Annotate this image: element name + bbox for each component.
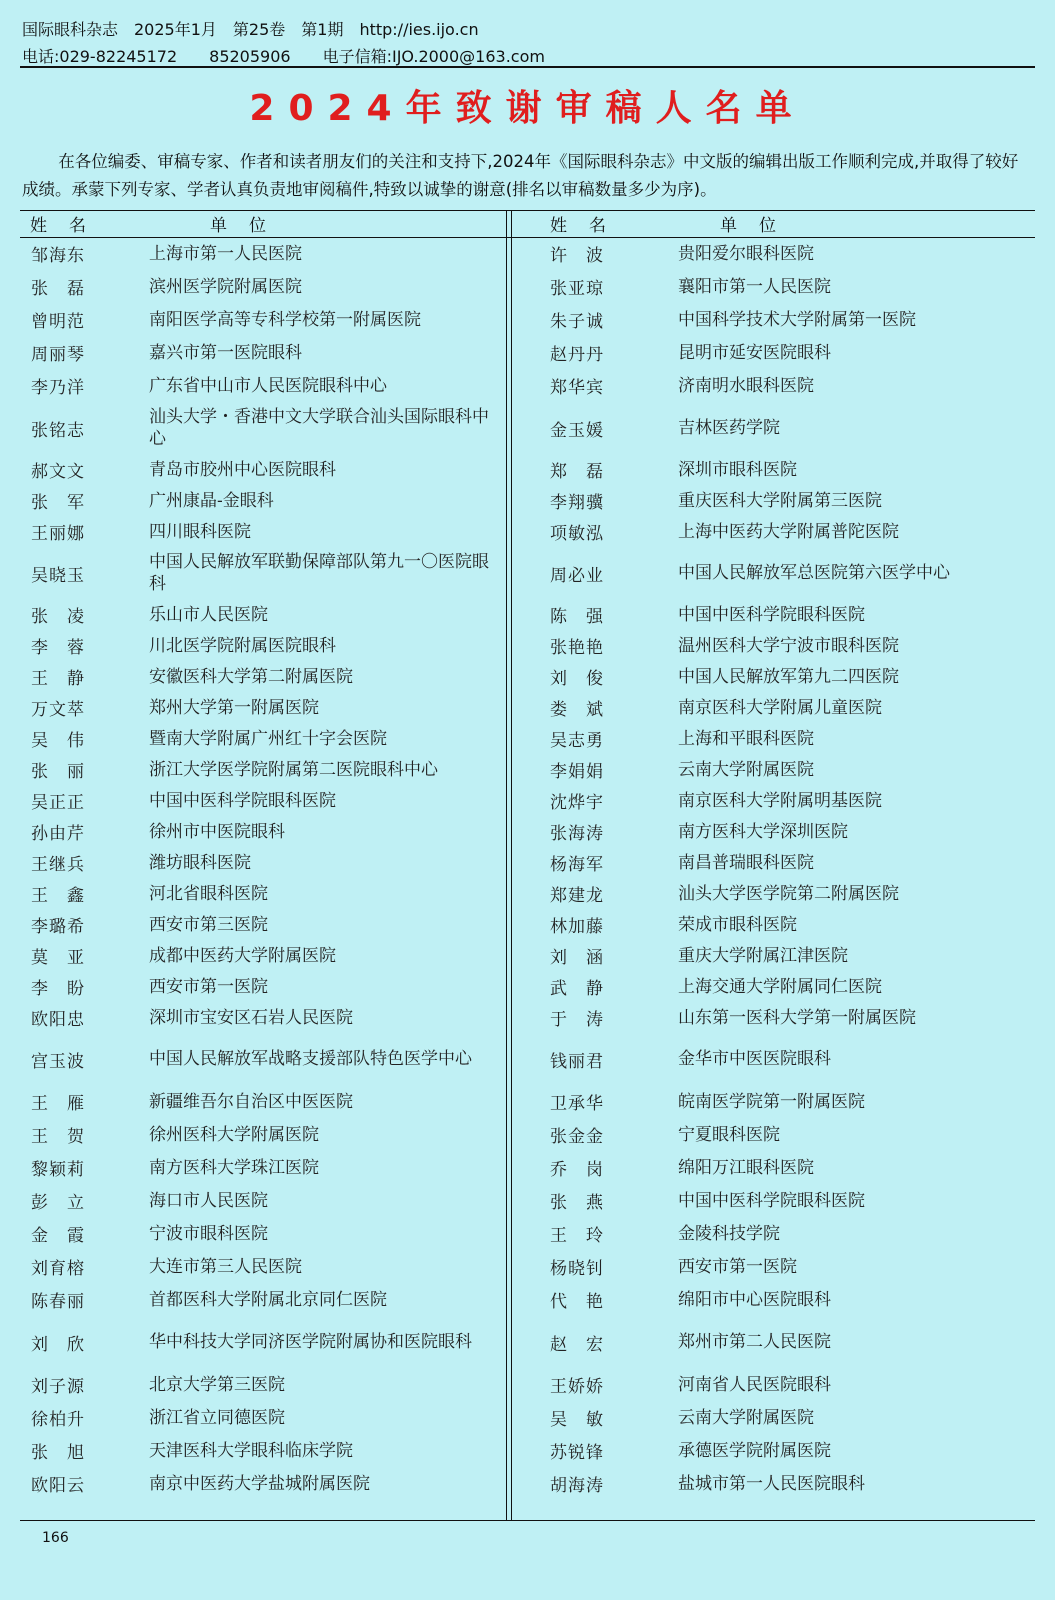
reviewer-row	[22, 336, 504, 369]
reviewer-row	[516, 1151, 1016, 1184]
reviewer-name: 陈春丽	[31, 1292, 85, 1312]
reviewer-name: 张 丽	[31, 762, 85, 782]
reviewer-name: 吴 伟	[31, 731, 85, 751]
reviewer-row	[22, 402, 504, 454]
reviewer-name: 赵 宏	[550, 1334, 604, 1355]
journal-header-line1: 国际眼科杂志 2025年1月 第25卷 第1期 http://ies.ijo.cn	[22, 20, 479, 39]
reviewer-unit: 中国人民解放军联勤保障部队第九一〇医院眼科	[149, 552, 489, 594]
reviewer-name: 沈烨宇	[550, 793, 604, 813]
page-title: 2024年致谢审稿人名单	[249, 88, 806, 129]
reviewer-name: 刘 欣	[31, 1334, 85, 1355]
reviewer-unit: 四川眼科医院	[149, 521, 251, 542]
reviewer-row	[516, 847, 1016, 878]
reviewer-unit: 襄阳市第一人民医院	[678, 276, 831, 297]
reviewer-unit: 中国中医科学院眼科医院	[678, 604, 865, 625]
reviewer-name: 胡海涛	[550, 1476, 604, 1496]
reviewer-row	[22, 1250, 504, 1283]
reviewer-unit: 中国人民解放军总医院第六医学中心	[678, 563, 950, 583]
reviewer-unit: 昆明市延安医院眼科	[678, 342, 831, 363]
reviewer-row	[516, 369, 1016, 402]
reviewer-row	[22, 661, 504, 692]
reviewer-row	[516, 630, 1016, 661]
reviewer-row	[516, 454, 1016, 485]
reviewer-unit: 乐山市人民医院	[149, 604, 268, 625]
reviewer-row	[516, 1002, 1016, 1033]
reviewer-name: 郝文文	[31, 462, 85, 482]
reviewer-unit: 重庆大学附属江津医院	[678, 945, 848, 966]
reviewer-row	[22, 971, 504, 1002]
reviewer-name: 周丽琴	[31, 345, 85, 365]
reviewer-name: 张 军	[31, 493, 85, 513]
reviewer-row	[516, 1033, 1016, 1085]
reviewer-row	[22, 692, 504, 723]
reviewer-unit: 南阳医学高等专科学校第一附属医院	[149, 309, 421, 330]
reviewer-unit: 浙江省立同德医院	[149, 1407, 285, 1428]
reviewer-unit: 华中科技大学同济医学院附属协和医院眼科	[149, 1332, 472, 1352]
reviewer-row	[22, 785, 504, 816]
reviewer-row	[516, 516, 1016, 547]
reviewer-row	[22, 1316, 504, 1368]
reviewer-row	[516, 1316, 1016, 1368]
reviewer-unit: 绵阳万江眼科医院	[678, 1157, 814, 1178]
reviewer-unit: 南京医科大学附属儿童医院	[678, 697, 882, 718]
reviewer-row	[22, 1118, 504, 1151]
reviewer-unit: 上海市第一人民医院	[149, 243, 302, 264]
reviewer-unit: 新疆维吾尔自治区中医医院	[149, 1091, 353, 1112]
reviewer-row	[22, 630, 504, 661]
reviewer-name: 王 雁	[31, 1094, 85, 1114]
reviewer-row	[22, 754, 504, 785]
reviewer-unit: 南方医科大学深圳医院	[678, 821, 848, 842]
reviewer-row	[516, 1085, 1016, 1118]
reviewer-unit: 皖南医学院第一附属医院	[678, 1091, 865, 1112]
reviewer-unit: 广州康晶-金眼科	[149, 490, 274, 511]
reviewer-name: 张 凌	[31, 607, 85, 627]
reviewer-name: 李 蓉	[31, 638, 85, 658]
reviewer-name: 杨海军	[550, 855, 604, 875]
reviewer-unit: 南京中医药大学盐城附属医院	[149, 1473, 370, 1494]
reviewer-row	[516, 754, 1016, 785]
header-rule	[20, 66, 1035, 68]
reviewer-name: 郑华宾	[550, 378, 604, 398]
reviewer-name: 王娇娇	[550, 1377, 604, 1397]
right-column-header	[516, 210, 1016, 237]
reviewer-name: 李乃洋	[31, 378, 85, 398]
reviewer-unit: 西安市第一医院	[678, 1256, 797, 1277]
reviewer-unit: 首都医科大学附属北京同仁医院	[149, 1289, 387, 1310]
reviewer-unit: 中国中医科学院眼科医院	[149, 790, 336, 811]
reviewer-name: 林加藤	[550, 917, 604, 937]
reviewer-unit: 西安市第一医院	[149, 976, 268, 997]
reviewer-unit: 南昌普瑞眼科医院	[678, 852, 814, 873]
reviewer-unit: 宁夏眼科医院	[678, 1124, 780, 1145]
journal-header-line2: 电话:029-82245172 85205906 电子信箱:IJO.2000@163.com	[22, 47, 545, 66]
reviewer-unit: 上海交通大学附属同仁医院	[678, 976, 882, 997]
reviewer-unit: 南京医科大学附属明基医院	[678, 790, 882, 811]
reviewer-row	[22, 723, 504, 754]
reviewer-row	[22, 237, 504, 270]
reviewer-row	[516, 599, 1016, 630]
reviewer-unit: 安徽医科大学第二附属医院	[149, 666, 353, 687]
reviewer-unit: 天津医科大学眼科临床学院	[149, 1440, 353, 1461]
reviewer-unit: 南方医科大学珠江医院	[149, 1157, 319, 1178]
reviewer-unit: 徐州市中医院眼科	[149, 821, 285, 842]
right-reviewer-list	[516, 237, 1016, 1500]
reviewer-row	[516, 270, 1016, 303]
reviewer-name: 赵丹丹	[550, 345, 604, 365]
reviewer-row	[516, 692, 1016, 723]
left-reviewer-list	[22, 237, 504, 1500]
reviewer-row	[22, 1033, 504, 1085]
reviewer-row	[516, 1368, 1016, 1401]
reviewer-row	[22, 516, 504, 547]
reviewer-name: 李 盼	[31, 979, 85, 999]
reviewer-name: 孙由芹	[31, 824, 85, 844]
reviewer-name: 张金金	[550, 1127, 604, 1147]
reviewer-name: 王丽娜	[31, 524, 85, 544]
reviewer-name: 周必业	[550, 565, 604, 586]
reviewer-row	[22, 1467, 504, 1500]
reviewer-name: 朱子诚	[550, 312, 604, 332]
reviewer-row	[516, 1467, 1016, 1500]
reviewer-row	[22, 1151, 504, 1184]
reviewer-unit: 北京大学第三医院	[149, 1374, 285, 1395]
reviewer-name: 莫 亚	[31, 948, 85, 968]
reviewer-name: 于 涛	[550, 1010, 604, 1030]
reviewer-row	[22, 878, 504, 909]
reviewer-row	[516, 485, 1016, 516]
reviewer-row	[516, 1118, 1016, 1151]
reviewer-unit: 滨州医学院附属医院	[149, 276, 302, 297]
unit-header: 单位	[720, 216, 798, 236]
reviewer-unit: 浙江大学医学院附属第二医院眼科中心	[149, 759, 438, 780]
reviewer-unit: 深圳市宝安区石岩人民医院	[149, 1007, 353, 1028]
reviewer-name: 曾明范	[31, 312, 85, 332]
reviewer-name: 宫玉波	[31, 1051, 85, 1072]
reviewer-name: 李娟娟	[550, 762, 604, 782]
reviewer-name: 吴正正	[31, 793, 85, 813]
reviewer-row	[22, 547, 504, 599]
reviewer-name: 张海涛	[550, 824, 604, 844]
reviewer-row	[22, 1002, 504, 1033]
reviewer-name: 陈 强	[550, 607, 604, 627]
reviewer-unit: 山东第一医科大学第一附属医院	[678, 1007, 916, 1028]
reviewer-name: 万文萃	[31, 700, 85, 720]
reviewer-row	[516, 237, 1016, 270]
reviewer-unit: 中国人民解放军战略支援部队特色医学中心	[149, 1049, 472, 1069]
unit-header: 单位	[210, 216, 288, 236]
reviewer-name: 王 静	[31, 669, 85, 689]
reviewer-unit: 云南大学附属医院	[678, 1407, 814, 1428]
reviewer-row	[22, 454, 504, 485]
reviewer-name: 刘子源	[31, 1377, 85, 1397]
reviewer-name: 郑建龙	[550, 886, 604, 906]
reviewer-unit: 金华市中医医院眼科	[678, 1049, 831, 1069]
reviewer-row	[22, 369, 504, 402]
reviewer-unit: 川北医学院附属医院眼科	[149, 635, 336, 656]
name-header: 姓名	[30, 216, 108, 236]
reviewer-name: 吴 敏	[550, 1410, 604, 1430]
reviewer-unit: 云南大学附属医院	[678, 759, 814, 780]
reviewer-name: 欧阳忠	[31, 1010, 85, 1030]
reviewer-row	[516, 1217, 1016, 1250]
reviewer-row	[516, 1401, 1016, 1434]
reviewer-name: 徐柏升	[31, 1410, 85, 1430]
reviewer-unit: 暨南大学附属广州红十字会医院	[149, 728, 387, 749]
reviewer-unit: 温州医科大学宁波市眼科医院	[678, 635, 899, 656]
reviewer-name: 刘 涵	[550, 948, 604, 968]
list-bottom-rule	[20, 1520, 1035, 1521]
reviewer-name: 张亚琼	[550, 279, 604, 299]
reviewer-unit: 贵阳爱尔眼科医院	[678, 243, 814, 264]
reviewer-row	[22, 1401, 504, 1434]
reviewer-unit: 河北省眼科医院	[149, 883, 268, 904]
reviewer-row	[516, 1283, 1016, 1316]
reviewer-row	[516, 547, 1016, 599]
reviewer-unit: 吉林医药学院	[678, 418, 780, 438]
reviewer-row	[22, 909, 504, 940]
reviewer-row	[22, 599, 504, 630]
reviewer-row	[22, 303, 504, 336]
reviewer-unit: 金陵科技学院	[678, 1223, 780, 1244]
reviewer-name: 王 贺	[31, 1127, 85, 1147]
reviewer-name: 乔 岗	[550, 1160, 604, 1180]
reviewer-unit: 海口市人民医院	[149, 1190, 268, 1211]
reviewer-unit: 嘉兴市第一医院眼科	[149, 342, 302, 363]
reviewer-name: 郑 磊	[550, 462, 604, 482]
reviewer-name: 娄 斌	[550, 700, 604, 720]
reviewer-name: 卫承华	[550, 1094, 604, 1114]
reviewer-unit: 绵阳市中心医院眼科	[678, 1289, 831, 1310]
reviewer-unit: 宁波市眼科医院	[149, 1223, 268, 1244]
reviewer-name: 彭 立	[31, 1193, 85, 1213]
reviewer-unit: 成都中医药大学附属医院	[149, 945, 336, 966]
reviewer-unit: 盐城市第一人民医院眼科	[678, 1473, 865, 1494]
reviewer-name: 李璐希	[31, 917, 85, 937]
reviewer-name: 黎颖莉	[31, 1160, 85, 1180]
reviewer-name: 武 静	[550, 979, 604, 999]
right-column	[516, 210, 1016, 1500]
reviewer-name: 欧阳云	[31, 1476, 85, 1496]
column-divider	[506, 210, 507, 1520]
reviewer-row	[22, 1434, 504, 1467]
left-column-header	[22, 210, 504, 237]
reviewer-unit: 青岛市胶州中心医院眼科	[149, 459, 336, 480]
reviewer-unit: 郑州市第二人民医院	[678, 1332, 831, 1352]
reviewer-row	[22, 1217, 504, 1250]
reviewer-name: 王 玲	[550, 1226, 604, 1246]
reviewer-unit: 重庆医科大学附属第三医院	[678, 490, 882, 511]
reviewer-unit: 中国人民解放军第九二四医院	[678, 666, 899, 687]
reviewer-name: 李翔骥	[550, 493, 604, 513]
reviewer-row	[22, 1184, 504, 1217]
reviewer-name: 代 艳	[550, 1292, 604, 1312]
reviewer-name: 张 磊	[31, 279, 85, 299]
reviewer-row	[516, 723, 1016, 754]
column-divider-inner	[511, 210, 512, 1520]
reviewer-name: 邹海东	[31, 246, 85, 266]
reviewer-row	[22, 816, 504, 847]
reviewer-unit: 上海中医药大学附属普陀医院	[678, 521, 899, 542]
reviewer-row	[516, 940, 1016, 971]
reviewer-unit: 河南省人民医院眼科	[678, 1374, 831, 1395]
reviewer-row	[516, 1250, 1016, 1283]
reviewer-name: 苏锐锋	[550, 1443, 604, 1463]
reviewer-name: 王 鑫	[31, 886, 85, 906]
reviewer-unit: 承德医学院附属医院	[678, 1440, 831, 1461]
reviewer-unit: 深圳市眼科医院	[678, 459, 797, 480]
reviewer-name: 许 波	[550, 246, 604, 266]
reviewer-name: 王继兵	[31, 855, 85, 875]
reviewer-row	[22, 1283, 504, 1316]
name-header: 姓名	[550, 216, 628, 236]
reviewer-row	[22, 847, 504, 878]
reviewer-row	[516, 402, 1016, 454]
reviewer-row	[516, 1434, 1016, 1467]
reviewer-unit: 汕头大学・香港中文大学联合汕头国际眼科中心	[149, 407, 489, 449]
reviewer-name: 杨晓钊	[550, 1259, 604, 1279]
reviewer-row	[22, 270, 504, 303]
reviewer-row	[516, 336, 1016, 369]
reviewer-row	[516, 878, 1016, 909]
reviewer-row	[22, 940, 504, 971]
reviewer-row	[516, 1184, 1016, 1217]
reviewer-unit: 西安市第三医院	[149, 914, 268, 935]
reviewer-name: 项敏泓	[550, 524, 604, 544]
reviewer-name: 吴志勇	[550, 731, 604, 751]
reviewer-row	[516, 303, 1016, 336]
intro-paragraph: 在各位编委、审稿专家、作者和读者朋友们的关注和支持下,2024年《国际眼科杂志》中文版的编辑出版工作顺利完成,并取得了较好成绩。承蒙下列专家、学者认真负责地审阅稿件,特致以诚挚的谢意(排名以审稿数量多少为序)。	[22, 152, 1019, 199]
page-number: 166	[42, 1530, 69, 1546]
reviewer-unit: 荣成市眼科医院	[678, 914, 797, 935]
reviewer-unit: 汕头大学医学院第二附属医院	[678, 883, 899, 904]
reviewer-unit: 徐州医科大学附属医院	[149, 1124, 319, 1145]
reviewer-name: 刘 俊	[550, 669, 604, 689]
reviewer-name: 张艳艳	[550, 638, 604, 658]
reviewer-name: 刘育榕	[31, 1259, 85, 1279]
reviewer-unit: 济南明水眼科医院	[678, 375, 814, 396]
reviewer-row	[516, 971, 1016, 1002]
reviewer-name: 张铭志	[31, 420, 85, 441]
reviewer-unit: 大连市第三人民医院	[149, 1256, 302, 1277]
reviewer-name: 金 霞	[31, 1226, 85, 1246]
reviewer-name: 吴晓玉	[31, 565, 85, 586]
reviewer-row	[516, 785, 1016, 816]
reviewer-row	[22, 1085, 504, 1118]
reviewer-unit: 郑州大学第一附属医院	[149, 697, 319, 718]
reviewer-row	[516, 909, 1016, 940]
reviewer-name: 钱丽君	[550, 1051, 604, 1072]
reviewer-unit: 上海和平眼科医院	[678, 728, 814, 749]
reviewer-row	[22, 1368, 504, 1401]
reviewer-row	[22, 485, 504, 516]
reviewer-name: 张 旭	[31, 1443, 85, 1463]
left-column	[22, 210, 504, 1500]
reviewer-unit: 潍坊眼科医院	[149, 852, 251, 873]
reviewer-name: 张 燕	[550, 1193, 604, 1213]
reviewer-name: 金玉媛	[550, 420, 604, 441]
reviewer-unit: 中国中医科学院眼科医院	[678, 1190, 865, 1211]
reviewer-unit: 中国科学技术大学附属第一医院	[678, 309, 916, 330]
reviewer-unit: 广东省中山市人民医院眼科中心	[149, 375, 387, 396]
reviewer-row	[516, 816, 1016, 847]
reviewer-row	[516, 661, 1016, 692]
